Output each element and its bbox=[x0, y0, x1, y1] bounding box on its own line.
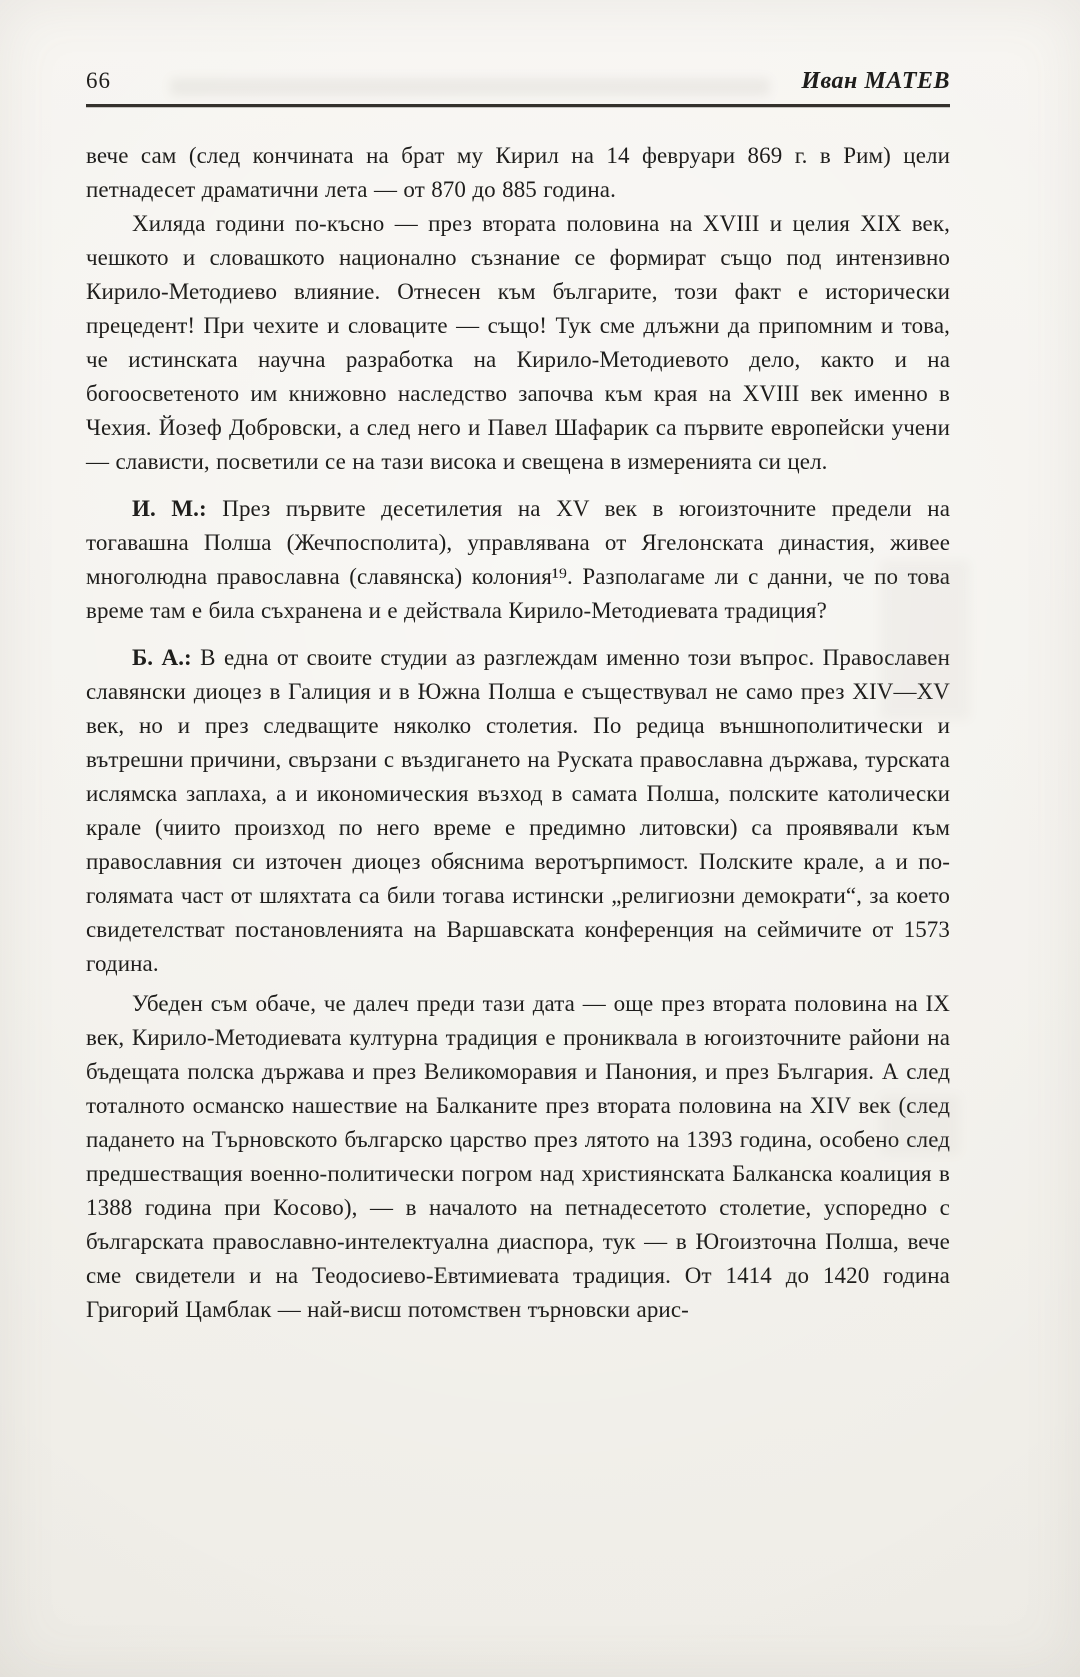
paragraph-text: Убеден съм обаче, че далеч преди тази дата — още през втората половина на IX век, Кирило-Методиевата културна традиция е прониквала в югоизточните райони на бъдещата полска държава и през Великоморавия и Панония, и през България. А след тоталното османско нашествие на Балканите през втората половина на XIV век (след падането на Търновското българско царство през лятото на 1393 година, особено след предшестващия военно-политически погром над християнската Балканска коалиция в 1388 година при Косово), — в началото на петнадесетото столетие, успоредно с българската православно-интелектуална диаспора, тук — в Югоизточна Полша, вече сме свидетели и на Теодосиево-Евтимиевата традиция. От 1414 до 1420 година Григорий Цамблак — най-висш потомствен търновски арис- bbox=[86, 991, 950, 1322]
speaker-label-interviewer: И. М.: bbox=[132, 496, 207, 521]
paragraph-answer bbox=[86, 641, 950, 981]
paragraph-text: вече сам (след кончината на брат му Кирил на 14 февруари 869 г. в Рим) цели петнадесет драматични лета — от 870 до 885 година. bbox=[86, 143, 950, 202]
page-number: 66 bbox=[86, 68, 111, 93]
page-body bbox=[86, 139, 950, 1327]
running-header-author: Иван МАТЕВ bbox=[801, 68, 950, 94]
paragraph bbox=[86, 987, 950, 1327]
speaker-label-interviewee: Б. А.: bbox=[132, 645, 192, 670]
paragraph-question bbox=[86, 492, 950, 628]
header-rule bbox=[86, 104, 950, 107]
paragraph-continuation bbox=[86, 139, 950, 207]
running-header bbox=[86, 68, 950, 95]
paragraph-text: В една от своите студии аз разглеждам именно този въпрос. Православен славянски диоцез в Галиция и в Южна Полша е съществувал не само през XIV—XV век, но и през следващите няколко столетия. По редица външнополитически и вътрешни причини, свързани с въздигането на Руската православна държава, турската ислямска заплаха, а и икономическия възход в самата Полша, полските католически крале (чиито произход по него време е предимно литовски) са проявявали към православния си източен диоцез обяснима веротърпимост. Полските крале, а и по-голямата част от шляхтата са били тогава истински „религиозни демократи“, за което свидетелстват постановленията на Варшавската конференция на сеймичите от 1573 година. bbox=[86, 645, 950, 976]
paragraph-text: Хиляда години по-късно — през втората половина на XVIII и целия XIX век, чешкото и словашкото национално съзнание се формират също под интензивно Кирило-Методиево влияние. Отнесен към българите, този факт е исторически прецедент! При чехите и словаците — също! Тук сме длъжни да припомним и това, че истинската научна разработка на Кирило-Методиевото дело, както и на богоосветеното им книжовно наследство започва към края на XVIII век именно в Чехия. Йозеф Добровски, а след него и Павел Шафарик са първите европейски учени — слависти, посветили се на тази висока и свещена в измеренията си цел. bbox=[86, 211, 950, 474]
paragraph-text: През първите десетилетия на XV век в югоизточните предели на тогавашна Полша (Жечпосполита), управлявана от Ягелонската династия, живее многолюдна православна (славянска) колония¹⁹. Разполагаме ли с данни, че по това време там е била съхранена и е действала Кирило-Методиевата традиция? bbox=[86, 496, 950, 623]
paragraph bbox=[86, 207, 950, 479]
